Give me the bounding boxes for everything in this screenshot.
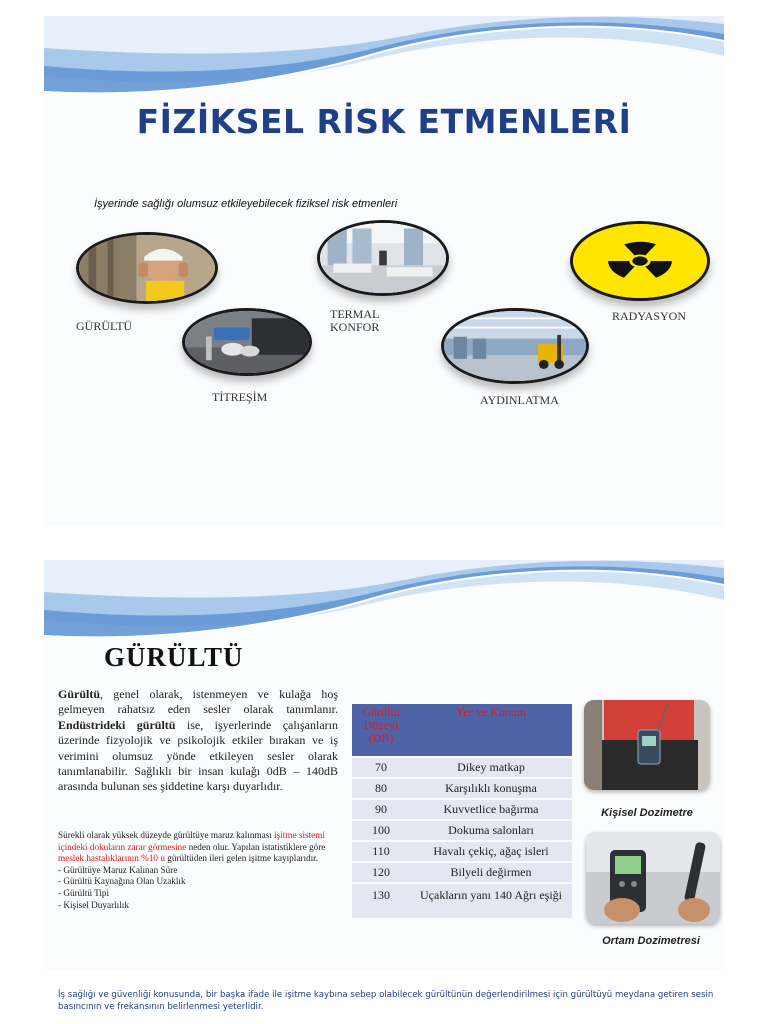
page-title: FİZİKSEL RİSK ETMENLERİ [136, 102, 632, 141]
place-cell: Havalı çekiç, ağaç isleri [410, 842, 572, 861]
effects-text-e: gürültüden ileri gelen işitme kayıplarıdır. [164, 853, 319, 864]
effects-highlight-1: işitme sistemi içindeki dokuların zarar görmesine [58, 830, 325, 852]
table-row [352, 779, 572, 798]
label-radiation: RADYASYON [612, 309, 687, 323]
noise-level-cell: 80 [352, 779, 410, 798]
vibration-photo [182, 308, 312, 376]
factor-item: - Gürültüye Maruz Kalınan Süre [58, 864, 178, 875]
radiation-symbol [570, 221, 710, 301]
label-vibration: TİTREŞİM [212, 390, 268, 404]
label-thermal-line2: KONFOR [330, 320, 380, 334]
noise-effects [58, 830, 338, 911]
table-row [352, 863, 572, 882]
caption-personal-dosimeter: Kişisel Dozimetre [601, 807, 693, 819]
slide-physical-risks [44, 16, 724, 526]
footer-note: İş sağlığı ve güvenliği konusunda, bir başka ifade ile işitme kaybına sebep olabilecek gürültünün değerlendirilmesi için gürültüyü meydana getiren sesin basıncının ve frekansının belirlenmesi yeterlidir. [58, 990, 714, 1012]
table-row [352, 758, 572, 777]
definition-text-2: ise, işyerlerinde çalışanların üzerinde fizyolojik ve psikolojik etkiler bırakan ve iş verimini olumsuz yönde etkileyen sesler olarak tanımlanabilir. Sağlıklı bir insan kulağı 0dB – 140dB arasında bulunan ses şiddetine karşı duyarlıdır. [58, 717, 339, 794]
label-noise: GÜRÜLTÜ [76, 319, 133, 333]
factor-item: - Kişisel Duyarlılık [58, 899, 129, 910]
factor-item: - Gürültü Kaynağına Olan Uzaklık [58, 876, 186, 887]
noise-definition [58, 687, 338, 795]
table-row [352, 842, 572, 861]
table-row [352, 800, 572, 819]
effects-text-c: neden olur. Yapılan istatistiklere göre [186, 841, 326, 852]
section-title: GÜRÜLTÜ [104, 642, 244, 672]
caption-ambient-dosimeter: Ortam Dozimetresi [602, 935, 700, 947]
noise-level-cell: 90 [352, 800, 410, 819]
noise-level-cell: 120 [352, 863, 410, 882]
place-cell: Kuvvetlice bağırma [410, 800, 572, 819]
place-cell: Bilyeli değirmen [410, 863, 572, 882]
header-wave [44, 16, 724, 116]
term-industrial-noise: Endüstrideki gürültü [58, 717, 176, 732]
label-thermal-line1: TERMAL [330, 307, 380, 321]
place-cell: Dokuma salonları [410, 821, 572, 840]
effects-highlight-2: meslek hastalıklarının %10 u [58, 853, 165, 864]
personal-dosimeter-photo [584, 700, 710, 790]
factor-item: - Gürültü Tipi [58, 887, 110, 898]
noise-level-cell: 110 [352, 842, 410, 861]
definition-text-1: , genel olarak, istenmeyen ve kulağa hoş gelmeyen rahatsız eden sesler olarak tanımlanır. [58, 687, 338, 717]
thermal-comfort-photo [317, 220, 449, 296]
effects-text-a: Sürekli olarak yüksek düzeyde gürültüye maruz kalınması [58, 830, 275, 840]
lighting-photo [441, 308, 589, 384]
header-place: Yer ve Konum [410, 704, 572, 756]
place-cell: Uçakların yanı 140 Ağrı eşiği [410, 884, 572, 918]
slide-noise [44, 560, 724, 970]
label-lighting: AYDINLATMA [480, 393, 559, 407]
subtitle: İşyerinde sağlığı olumsuz etkileyebilecek fiziksel risk etmenleri [94, 198, 398, 210]
header-noise-level: Gürültü Düzeyi (DB) [352, 704, 410, 756]
ambient-dosimeter-photo [586, 832, 720, 924]
table-row [352, 821, 572, 840]
label-thermal-comfort [330, 308, 379, 334]
noise-level-cell: 70 [352, 758, 410, 777]
noise-level-table [352, 702, 572, 920]
term-noise: Gürültü [58, 687, 101, 701]
table-row [352, 884, 572, 918]
place-cell: Dikey matkap [410, 758, 572, 777]
place-cell: Karşılıklı konuşma [410, 779, 572, 798]
noise-level-cell: 130 [352, 884, 410, 918]
noise-level-cell: 100 [352, 821, 410, 840]
noise-photo [76, 232, 218, 304]
